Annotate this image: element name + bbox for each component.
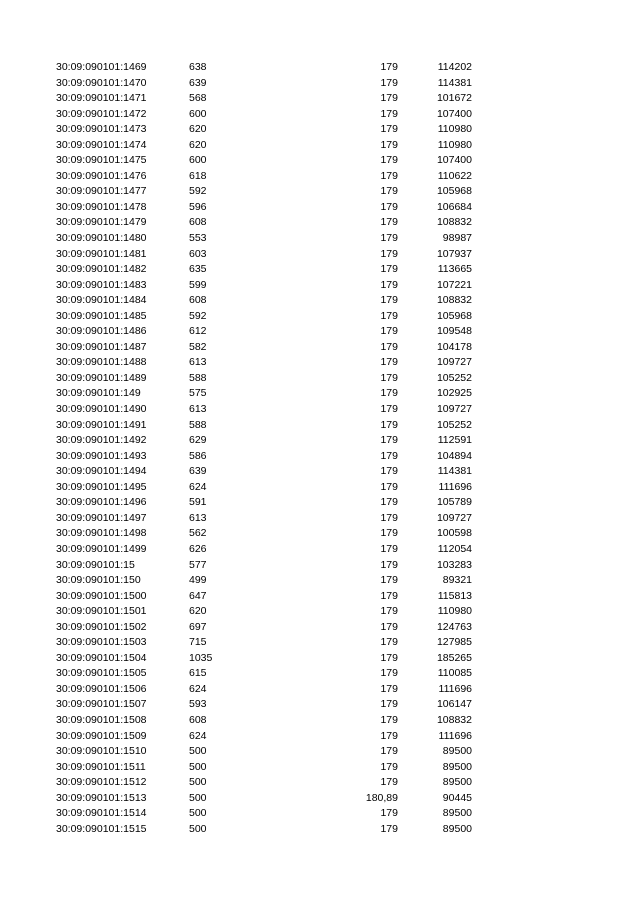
area-cell: 620 <box>189 123 207 136</box>
area-cell: 500 <box>189 822 207 835</box>
cadastral-number-cell: 30:09:090101:1505 <box>56 667 147 680</box>
value-cell: 124763 <box>436 620 472 633</box>
table-row <box>0 480 640 496</box>
rate-cell: 179 <box>380 138 398 151</box>
rate-cell: 179 <box>380 371 398 384</box>
area-cell: 629 <box>189 434 207 447</box>
table-row <box>0 558 640 574</box>
value-cell: 100598 <box>436 527 472 540</box>
cadastral-number-cell: 30:09:090101:1514 <box>56 807 147 820</box>
cadastral-number-cell: 30:09:090101:1504 <box>56 651 147 664</box>
value-cell: 111696 <box>438 682 472 695</box>
cadastral-number-cell: 30:09:090101:1503 <box>56 636 147 649</box>
area-cell: 626 <box>189 542 207 555</box>
rate-cell: 179 <box>380 263 398 276</box>
area-cell: 618 <box>189 169 207 182</box>
area-cell: 588 <box>189 371 207 384</box>
table-row <box>0 386 640 402</box>
cadastral-number-cell: 30:09:090101:1476 <box>56 169 147 182</box>
rate-cell: 179 <box>380 698 398 711</box>
table-row <box>0 153 640 169</box>
value-cell: 104894 <box>436 449 472 462</box>
area-cell: 591 <box>189 496 207 509</box>
table-row <box>0 682 640 698</box>
table-row <box>0 138 640 154</box>
cadastral-number-cell: 30:09:090101:1481 <box>56 247 147 260</box>
rate-cell: 179 <box>380 822 398 835</box>
rate-cell: 179 <box>380 403 398 416</box>
value-cell: 89500 <box>442 807 472 820</box>
value-cell: 109727 <box>436 356 472 369</box>
cadastral-number-cell: 30:09:090101:1489 <box>56 371 147 384</box>
area-cell: 615 <box>189 667 207 680</box>
rate-cell: 179 <box>380 745 398 758</box>
value-cell: 105968 <box>436 309 472 322</box>
value-cell: 107221 <box>436 278 472 291</box>
cadastral-number-cell: 30:09:090101:1488 <box>56 356 147 369</box>
rate-cell: 179 <box>380 200 398 213</box>
cadastral-number-cell: 30:09:090101:1473 <box>56 123 147 136</box>
rate-cell: 179 <box>380 480 398 493</box>
rate-cell: 179 <box>380 651 398 664</box>
area-cell: 553 <box>189 232 207 245</box>
area-cell: 582 <box>189 340 207 353</box>
rate-cell: 180,89 <box>365 791 398 804</box>
value-cell: 101672 <box>436 92 472 105</box>
cadastral-number-cell: 30:09:090101:1495 <box>56 480 147 493</box>
rate-cell: 179 <box>380 247 398 260</box>
value-cell: 112054 <box>437 542 472 555</box>
rate-cell: 179 <box>380 465 398 478</box>
value-cell: 113665 <box>437 263 472 276</box>
table-row <box>0 122 640 138</box>
value-cell: 104178 <box>436 340 472 353</box>
area-cell: 620 <box>189 138 207 151</box>
rate-cell: 179 <box>380 636 398 649</box>
cadastral-number-cell: 30:09:090101:1475 <box>56 154 147 167</box>
area-cell: 608 <box>189 294 207 307</box>
rate-cell: 179 <box>380 340 398 353</box>
table-row <box>0 231 640 247</box>
area-cell: 697 <box>189 620 207 633</box>
cadastral-number-cell: 30:09:090101:1510 <box>56 745 147 758</box>
area-cell: 593 <box>189 698 207 711</box>
table-row <box>0 169 640 185</box>
cadastral-number-cell: 30:09:090101:149 <box>56 387 141 400</box>
value-cell: 108832 <box>436 216 472 229</box>
area-cell: 1035 <box>189 651 213 664</box>
rate-cell: 179 <box>380 574 398 587</box>
cadastral-number-cell: 30:09:090101:1498 <box>56 527 147 540</box>
rate-cell: 179 <box>380 309 398 322</box>
rate-cell: 179 <box>380 760 398 773</box>
rate-cell: 179 <box>380 667 398 680</box>
table-row <box>0 729 640 745</box>
value-cell: 89500 <box>442 745 472 758</box>
rate-cell: 179 <box>380 605 398 618</box>
table-row <box>0 464 640 480</box>
value-cell: 107400 <box>436 107 472 120</box>
cadastral-number-cell: 30:09:090101:1509 <box>56 729 147 742</box>
rate-cell: 179 <box>380 682 398 695</box>
cadastral-number-cell: 30:09:090101:1497 <box>56 511 147 524</box>
area-cell: 500 <box>189 760 207 773</box>
cadastral-number-cell: 30:09:090101:1502 <box>56 620 147 633</box>
area-cell: 612 <box>189 325 207 338</box>
table-row <box>0 822 640 838</box>
cadastral-number-cell: 30:09:090101:1483 <box>56 278 147 291</box>
cadastral-number-cell: 30:09:090101:1474 <box>56 138 147 151</box>
table-row <box>0 402 640 418</box>
rate-cell: 179 <box>380 589 398 602</box>
cadastral-number-cell: 30:09:090101:150 <box>56 574 141 587</box>
cadastral-number-cell: 30:09:090101:1506 <box>56 682 147 695</box>
table-row <box>0 620 640 636</box>
cadastral-number-cell: 30:09:090101:1515 <box>56 822 147 835</box>
cadastral-number-cell: 30:09:090101:1499 <box>56 542 147 555</box>
cadastral-number-cell: 30:09:090101:1470 <box>56 76 147 89</box>
area-cell: 600 <box>189 154 207 167</box>
table-row <box>0 355 640 371</box>
area-cell: 608 <box>189 216 207 229</box>
rate-cell: 179 <box>380 434 398 447</box>
rate-cell: 179 <box>380 278 398 291</box>
value-cell: 89500 <box>442 760 472 773</box>
rate-cell: 179 <box>380 61 398 73</box>
area-cell: 638 <box>189 61 207 73</box>
rate-cell: 179 <box>380 154 398 167</box>
area-cell: 592 <box>189 185 207 198</box>
area-cell: 588 <box>189 418 207 431</box>
cadastral-number-cell: 30:09:090101:1493 <box>56 449 147 462</box>
cadastral-number-cell: 30:09:090101:1511 <box>56 760 146 773</box>
value-cell: 89500 <box>442 776 472 789</box>
table-row <box>0 309 640 325</box>
table-row <box>0 526 640 542</box>
value-cell: 106684 <box>436 200 472 213</box>
table-row <box>0 433 640 449</box>
table-row <box>0 760 640 776</box>
value-cell: 90445 <box>442 791 472 804</box>
cadastral-number-cell: 30:09:090101:1501 <box>56 605 147 618</box>
value-cell: 105252 <box>436 371 472 384</box>
cadastral-number-cell: 30:09:090101:1480 <box>56 232 147 245</box>
area-cell: 613 <box>189 356 207 369</box>
rate-cell: 179 <box>380 527 398 540</box>
area-cell: 635 <box>189 263 207 276</box>
area-cell: 608 <box>189 713 207 726</box>
value-cell: 108832 <box>436 294 472 307</box>
table-row <box>0 278 640 294</box>
cadastral-number-cell: 30:09:090101:1484 <box>56 294 147 307</box>
value-cell: 109727 <box>436 403 472 416</box>
table-row <box>0 247 640 263</box>
value-cell: 109727 <box>436 511 472 524</box>
value-cell: 107937 <box>436 247 472 260</box>
area-cell: 562 <box>189 527 207 540</box>
cadastral-number-cell: 30:09:090101:1508 <box>56 713 147 726</box>
rate-cell: 179 <box>380 123 398 136</box>
cadastral-number-cell: 30:09:090101:1494 <box>56 465 147 478</box>
rate-cell: 179 <box>380 558 398 571</box>
table-row <box>0 418 640 434</box>
value-cell: 108832 <box>436 713 472 726</box>
area-cell: 613 <box>189 403 207 416</box>
table-row <box>0 791 640 807</box>
value-cell: 107400 <box>436 154 472 167</box>
value-cell: 110622 <box>437 169 472 182</box>
rate-cell: 179 <box>380 776 398 789</box>
value-cell: 114381 <box>437 465 472 478</box>
cadastral-number-cell: 30:09:090101:1496 <box>56 496 147 509</box>
area-cell: 500 <box>189 791 207 804</box>
rate-cell: 179 <box>380 76 398 89</box>
table-row <box>0 107 640 123</box>
area-cell: 596 <box>189 200 207 213</box>
cadastral-number-cell: 30:09:090101:1490 <box>56 403 147 416</box>
area-cell: 624 <box>189 682 207 695</box>
value-cell: 105968 <box>436 185 472 198</box>
rate-cell: 179 <box>380 169 398 182</box>
area-cell: 624 <box>189 729 207 742</box>
cadastral-number-cell: 30:09:090101:1482 <box>56 263 147 276</box>
rate-cell: 179 <box>380 107 398 120</box>
area-cell: 568 <box>189 92 207 105</box>
value-cell: 111696 <box>438 480 472 493</box>
table-row <box>0 806 640 822</box>
table-row <box>0 340 640 356</box>
cadastral-number-cell: 30:09:090101:1507 <box>56 698 147 711</box>
rate-cell: 179 <box>380 713 398 726</box>
area-cell: 613 <box>189 511 207 524</box>
table-row <box>0 495 640 511</box>
area-cell: 575 <box>189 387 207 400</box>
table-row <box>0 215 640 231</box>
rate-cell: 179 <box>380 729 398 742</box>
value-cell: 114202 <box>437 61 472 73</box>
value-cell: 112591 <box>437 434 472 447</box>
table-row <box>0 604 640 620</box>
rate-cell: 179 <box>380 92 398 105</box>
value-cell: 103283 <box>436 558 472 571</box>
cadastral-number-cell: 30:09:090101:1472 <box>56 107 147 120</box>
cadastral-number-cell: 30:09:090101:1478 <box>56 200 147 213</box>
value-cell: 111696 <box>438 729 472 742</box>
table-row <box>0 573 640 589</box>
value-cell: 115813 <box>437 589 472 602</box>
rate-cell: 179 <box>380 496 398 509</box>
table-row <box>0 76 640 92</box>
table-row <box>0 371 640 387</box>
area-cell: 715 <box>189 636 207 649</box>
rate-cell: 179 <box>380 418 398 431</box>
rate-cell: 179 <box>380 620 398 633</box>
table-row <box>0 744 640 760</box>
cadastral-number-cell: 30:09:090101:1477 <box>56 185 147 198</box>
value-cell: 89500 <box>442 822 472 835</box>
table-row <box>0 262 640 278</box>
value-cell: 110980 <box>437 138 472 151</box>
cadastral-number-cell: 30:09:090101:15 <box>56 558 135 571</box>
area-cell: 647 <box>189 589 207 602</box>
area-cell: 586 <box>189 449 207 462</box>
table-row <box>0 542 640 558</box>
rate-cell: 179 <box>380 185 398 198</box>
cadastral-number-cell: 30:09:090101:1485 <box>56 309 147 322</box>
rate-cell: 179 <box>380 356 398 369</box>
table-row <box>0 635 640 651</box>
area-cell: 500 <box>189 776 207 789</box>
value-cell: 110980 <box>437 605 472 618</box>
cadastral-number-cell: 30:09:090101:1491 <box>56 418 147 431</box>
area-cell: 639 <box>189 76 207 89</box>
cadastral-number-cell: 30:09:090101:1486 <box>56 325 147 338</box>
value-cell: 110980 <box>437 123 472 136</box>
value-cell: 98987 <box>442 232 472 245</box>
value-cell: 106147 <box>436 698 472 711</box>
table-row <box>0 511 640 527</box>
value-cell: 127985 <box>436 636 472 649</box>
table-row <box>0 293 640 309</box>
rate-cell: 179 <box>380 325 398 338</box>
table-row <box>0 60 640 76</box>
cadastral-number-cell: 30:09:090101:1500 <box>56 589 147 602</box>
value-cell: 105789 <box>436 496 472 509</box>
rate-cell: 179 <box>380 542 398 555</box>
area-cell: 500 <box>189 745 207 758</box>
table-row <box>0 713 640 729</box>
area-cell: 500 <box>189 807 207 820</box>
value-cell: 185265 <box>436 651 472 664</box>
table-row <box>0 449 640 465</box>
table-row <box>0 651 640 667</box>
table-row <box>0 200 640 216</box>
value-cell: 89321 <box>442 574 472 587</box>
cadastral-number-cell: 30:09:090101:1471 <box>56 92 147 105</box>
cadastral-number-cell: 30:09:090101:1469 <box>56 61 147 73</box>
area-cell: 499 <box>189 574 207 587</box>
rate-cell: 179 <box>380 511 398 524</box>
table-row <box>0 775 640 791</box>
table-row <box>0 697 640 713</box>
table-row <box>0 91 640 107</box>
cadastral-number-cell: 30:09:090101:1492 <box>56 434 147 447</box>
table-row <box>0 589 640 605</box>
value-cell: 109548 <box>436 325 472 338</box>
area-cell: 577 <box>189 558 207 571</box>
table-row <box>0 184 640 200</box>
rate-cell: 179 <box>380 294 398 307</box>
rate-cell: 179 <box>380 807 398 820</box>
area-cell: 599 <box>189 278 207 291</box>
table-row <box>0 324 640 340</box>
value-cell: 110085 <box>437 667 472 680</box>
area-cell: 603 <box>189 247 207 260</box>
area-cell: 592 <box>189 309 207 322</box>
table-row <box>0 666 640 682</box>
value-cell: 102925 <box>436 387 472 400</box>
cadastral-number-cell: 30:09:090101:1487 <box>56 340 147 353</box>
cadastral-number-cell: 30:09:090101:1513 <box>56 791 147 804</box>
area-cell: 620 <box>189 605 207 618</box>
rate-cell: 179 <box>380 449 398 462</box>
value-cell: 114381 <box>437 76 472 89</box>
value-cell: 105252 <box>436 418 472 431</box>
rate-cell: 179 <box>380 216 398 229</box>
rate-cell: 179 <box>380 387 398 400</box>
spreadsheet-table <box>0 60 640 837</box>
area-cell: 624 <box>189 480 207 493</box>
cadastral-number-cell: 30:09:090101:1512 <box>56 776 147 789</box>
area-cell: 600 <box>189 107 207 120</box>
cadastral-number-cell: 30:09:090101:1479 <box>56 216 147 229</box>
area-cell: 639 <box>189 465 207 478</box>
rate-cell: 179 <box>380 232 398 245</box>
